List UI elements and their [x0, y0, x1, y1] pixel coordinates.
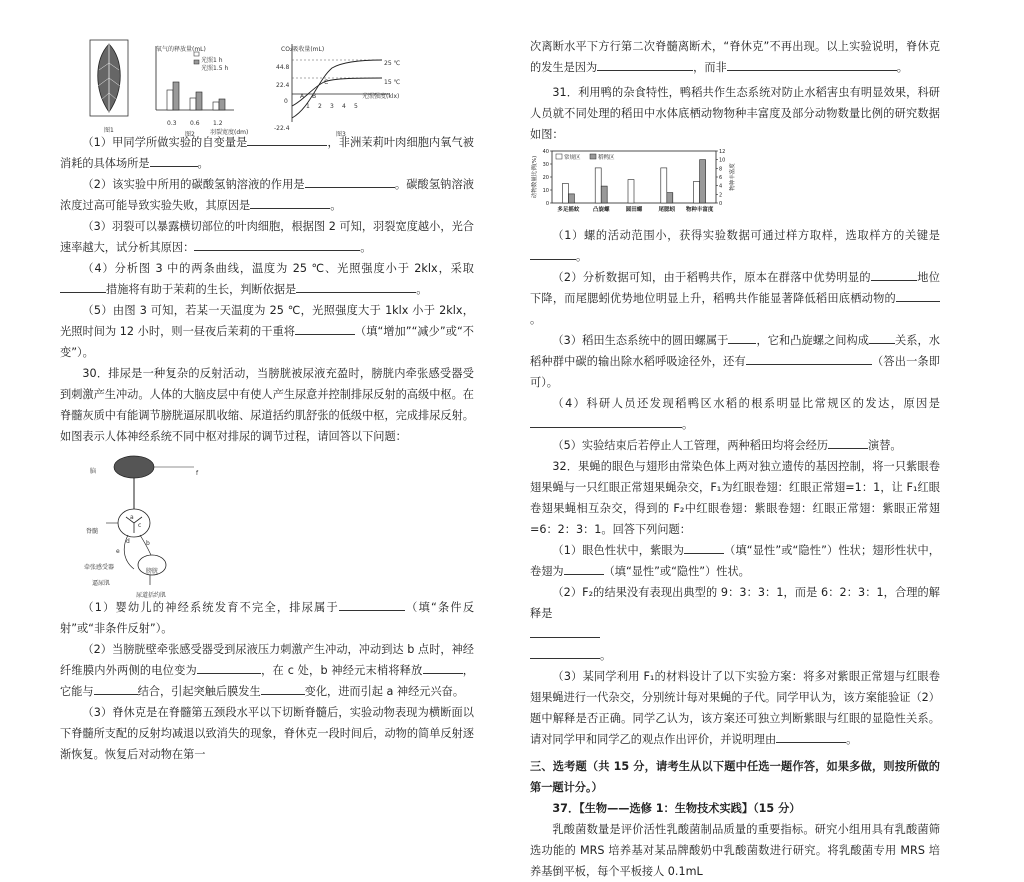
- q32-part-2: （2）F₂的结果没有表现出典型的 9：3：3：1，而是 6：2：3：1，合理的解释是: [530, 586, 940, 620]
- nerve-sphincter-label: 尿道括约肌: [136, 592, 167, 599]
- nerve-brain-label: 脑: [90, 468, 97, 475]
- fig2-legend-1: 光照1 h: [201, 57, 223, 64]
- q32-answer-line-2: 。: [530, 645, 940, 666]
- q29-part-1: （1）甲同学所做实验的自变量是 ，非洲茉莉叶肉细胞内氧气被消耗的具体场所是 。: [60, 132, 474, 174]
- chart-right-tick-label: 0: [719, 201, 723, 207]
- right-column: [530, 36, 940, 882]
- nerve-d: d: [126, 538, 130, 545]
- nerve-a: a: [130, 514, 134, 521]
- fig3-xlabel: 光照强度(klx): [362, 93, 400, 100]
- chart-bar-regular: [628, 180, 634, 203]
- q30-continued: 次离断水平下方行第二次脊髓离断术，“脊休克”不再出现。以上实验说明，脊休克的发生是因为 ，而非 。: [530, 40, 940, 74]
- chart-legend-swatch: [590, 154, 596, 159]
- q30-part-2: （2）当膀胱壁牵张感受器受到尿液压力刺激产生冲动，冲动到达 b 点时，神经纤维膜内外两侧的电位变为 ，在 c 处，b 神经元末梢将释放 ，它能与 结合，引起突触后膜发生 变化，进而引起 a 神经元兴奋。: [60, 643, 474, 698]
- chart-bar-duck: [601, 186, 607, 203]
- nerve-c: c: [138, 522, 142, 529]
- benthic-chart: [530, 145, 940, 225]
- fig3-curve-25: 25 ℃: [384, 60, 401, 67]
- chart-left-axis-label: 动物数量比例(%): [532, 155, 538, 199]
- chart-legend-label: 常规区: [564, 155, 581, 161]
- fig3-ytick-1: 44.8: [276, 64, 290, 71]
- chart-left-tick-label: 30: [542, 162, 549, 168]
- chart-right-tick-label: 10: [719, 157, 726, 164]
- fig3-xtick-1: 1: [306, 103, 310, 110]
- fig1-label: 图1: [104, 127, 114, 134]
- fig3-ytick-4: -22.4: [274, 125, 290, 132]
- q37-text: 乳酸菌数量是评价活性乳酸菌制品质量的重要指标。研究小组用具有乳酸菌筛选功能的 MRS 培养基对某品牌酸奶中乳酸菌数进行研究。将乳酸菌专用 MRS 培养基倒平板，每个平板接人 0.1mL: [530, 823, 940, 878]
- nerve-bladder-label: 膀胱: [146, 568, 159, 575]
- chart-legend-label: 稻鸭区: [598, 155, 615, 161]
- q31-part-3: （3）稻田生态系统中的圆田螺属于 ，它和凸旋螺之间构成 关系，水稻种群中碳的输出除水稻呼吸途径外，还有 （答出一条即可）。: [530, 330, 940, 393]
- fig3-point-b: B: [312, 93, 317, 100]
- q29-part-3: （3）羽裂可以暴露横切部位的叶肉细胞，根据图 2 可知，羽裂宽度越小，光合速率越大，试分析其原因： 。: [60, 220, 474, 254]
- q29-part-2: （2）该实验中所用的碳酸氢钠溶液的作用是 。碳酸氢钠溶液浓度过高可能导致实验失败，其原因是 。: [60, 174, 474, 216]
- nerve-f: f: [196, 470, 199, 477]
- fig3-label: 图3: [336, 131, 346, 138]
- fig3-xtick-4: 4: [342, 103, 346, 110]
- q30-part-1: （1）婴幼儿的神经系统发育不完全，排尿属于 （填“条件反射”或“非条件反射”）。: [60, 597, 474, 639]
- fig3-ytick-2: 22.4: [276, 82, 290, 89]
- chart-right-tick-label: 2: [719, 192, 723, 199]
- q31-part-2: （2）分析数据可知，由于稻鸭共作，原本在群落中优势明显的 地位下降，而尾腮蚓优势地位明显上升，稻鸭共作能显著降低稻田底栖动物的。: [530, 267, 940, 330]
- nerve-e: e: [116, 548, 120, 555]
- q29-part-5: （5）由图 3 可知，若某一天温度为 25 ℃，光照强度大于 1klx 小于 2klx，光照时间为 12 小时，则一昼夜后茉莉的干重将 （填“增加”“减少”或“不变”）。: [60, 304, 474, 359]
- fig3-xtick-3: 3: [330, 103, 334, 110]
- fig2-xtick-1: 0.3: [167, 120, 177, 127]
- q32-part-3: （3）某同学利用 F₁的材料设计了以下实验方案：将多对紫眼正常翅与红眼卷翅果蝇进行一代杂交，分别统计每对果蝇的子代。同学甲认为，该方案能验证（2）题中解释是否正确。同学乙认为，该方案还可独立判断紫眼与红眼的显隐性关系。请对同学甲和同学乙的观点作出评价，并说明理由 。: [530, 670, 940, 746]
- q32-part-1: （1）眼色性状中，紫眼为 （填“显性”或“隐性”）性状；翅形性状中，卷翅为 （填“显性”或“隐性”）性状。: [530, 540, 940, 582]
- figure-row: [60, 38, 474, 138]
- chart-left-tick-label: 0: [545, 201, 549, 207]
- chart-right-tick-label: 8: [719, 166, 723, 173]
- chart-right-tick-label: 6: [719, 175, 723, 181]
- chart-left-tick-label: 10: [542, 188, 549, 194]
- left-column: [60, 0, 474, 765]
- fig2-label: 图2: [185, 131, 195, 138]
- leaf-figure: [88, 38, 130, 130]
- chart-bar-regular: [595, 168, 601, 203]
- q32-answer-line-1: [530, 624, 940, 645]
- q37-title: 37．【生物——选修 1：生物技术实践】（15 分）: [552, 802, 801, 815]
- chart-bar-duck: [667, 193, 673, 203]
- chart-bar-duck: [700, 160, 706, 203]
- chart-category-label: 尾腮蚓: [658, 207, 676, 213]
- chart-right-tick-label: 4: [719, 183, 723, 190]
- chart-category-label: 圆田螺: [625, 207, 643, 213]
- chart-left-tick-label: 20: [542, 175, 549, 181]
- fig3-xtick-5: 5: [354, 103, 358, 110]
- q31-intro: 31．利用鸭的杂食特性，鸭稻共作生态系统对防止水稻害虫有明显效果，科研人员就不同处理的稻田中水体底栖动物物种丰富度及部分动物数量比例的研究数据如图：: [530, 86, 940, 141]
- benthic-chart-svg: [530, 145, 740, 225]
- q31-part-4: （4）科研人员还发现稻鸭区水稻的根系明显比常规区的发达，原因是。: [530, 393, 940, 435]
- chart-right-tick-label: 12: [719, 149, 726, 155]
- q31-part-5: （5）实验结束后若停止人工管理，两种稻田均将会经历 演替。: [530, 435, 940, 456]
- nerve-muscle-label: 逼尿肌: [92, 580, 111, 587]
- q30-part-3: （3）脊休克是在脊髓第五颈段水平以下切断脊髓后，实验动物表现为横断面以下脊髓所支配的反射均减退以致消失的现象，脊休克一段时间后，动物的简单反射逐渐恢复。恢复后对动物在第一: [60, 706, 474, 761]
- fig3-curve-15: 15 ℃: [384, 79, 401, 86]
- fig2-legend-2: 光照1.5 h: [201, 65, 229, 72]
- fig2-xlabel: 羽裂宽度(dm): [210, 129, 249, 136]
- fig3-point-a: A: [300, 93, 305, 100]
- fig2-xtick-2: 0.6: [190, 120, 200, 127]
- nerve-spine-label: 脊髓: [86, 528, 99, 535]
- chart-bar-regular: [694, 181, 700, 203]
- chart-category-label: 物种丰富度: [685, 207, 714, 213]
- nerve-figure: [60, 447, 474, 597]
- fig2-ylabel: 氧气的释放量(mL): [156, 46, 206, 53]
- q29-part-4: （4）分析图 3 中的两条曲线，温度为 25 ℃、光照强度小于 2klx，采取措施将有助于茉莉的生长，判断依据是 。: [60, 258, 474, 300]
- fig3-point-c: C: [324, 79, 329, 86]
- chart-left-tick-label: 40: [542, 149, 549, 155]
- fig2-xtick-3: 1.2: [213, 120, 223, 127]
- q30-intro: 30．排尿是一种复杂的反射活动，当膀胱被尿液充盈时，膀胱内牵张感受器受到刺激产生冲动。人体的大脑皮层中有使人产生尿意并控制排尿反射的高级中枢。在脊髓灰质中有能调节膀胱逼尿肌收缩、尿道括约肌舒张的低级中枢，完成排尿反射。如图表示人体神经系统不同中枢对排尿的调节过程，请回答以下问题：: [60, 367, 474, 443]
- fig3-ytick-3: 0: [284, 98, 288, 105]
- chart-right-axis-label: 物种丰富度: [730, 163, 736, 191]
- chart-bar-duck: [568, 194, 574, 203]
- chart-bar-regular: [562, 184, 568, 204]
- fig3-xtick-2: 2: [318, 103, 322, 110]
- chart-bar-regular: [661, 168, 667, 203]
- nerve-receptor-label: 牵张感受器: [84, 564, 115, 571]
- q31-part-1: （1）螺的活动范围小，获得实验数据可通过样方取样，选取样方的关键是。: [530, 225, 940, 267]
- chart-category-label: 凸旋螺: [592, 207, 610, 213]
- q32-intro: 32．果蝇的眼色与翅形由常染色体上两对独立遗传的基因控制，将一只紫眼卷翅果蝇与一只红眼正常翅果蝇杂交，F₁为红眼卷翅：红眼正常翅=1：1，让 F₁红眼卷翅果蝇相互杂交，得到的 F₂中红眼卷翅：紫眼卷翅：红眼正常翅：紫眼正常翅=6：2：3：1。回答下列问题：: [530, 460, 940, 536]
- nerve-b: b: [146, 540, 150, 547]
- chart-category-label: 多足摇蚊: [557, 207, 580, 213]
- section-3-heading: 三、选考题（共 15 分，请考生从以下题中任选一题作答，如果多做，则按所做的第一题计分。）: [530, 760, 940, 794]
- fig3-ylabel: CO₂吸收量(mL): [281, 46, 325, 53]
- chart-legend-swatch: [556, 154, 562, 159]
